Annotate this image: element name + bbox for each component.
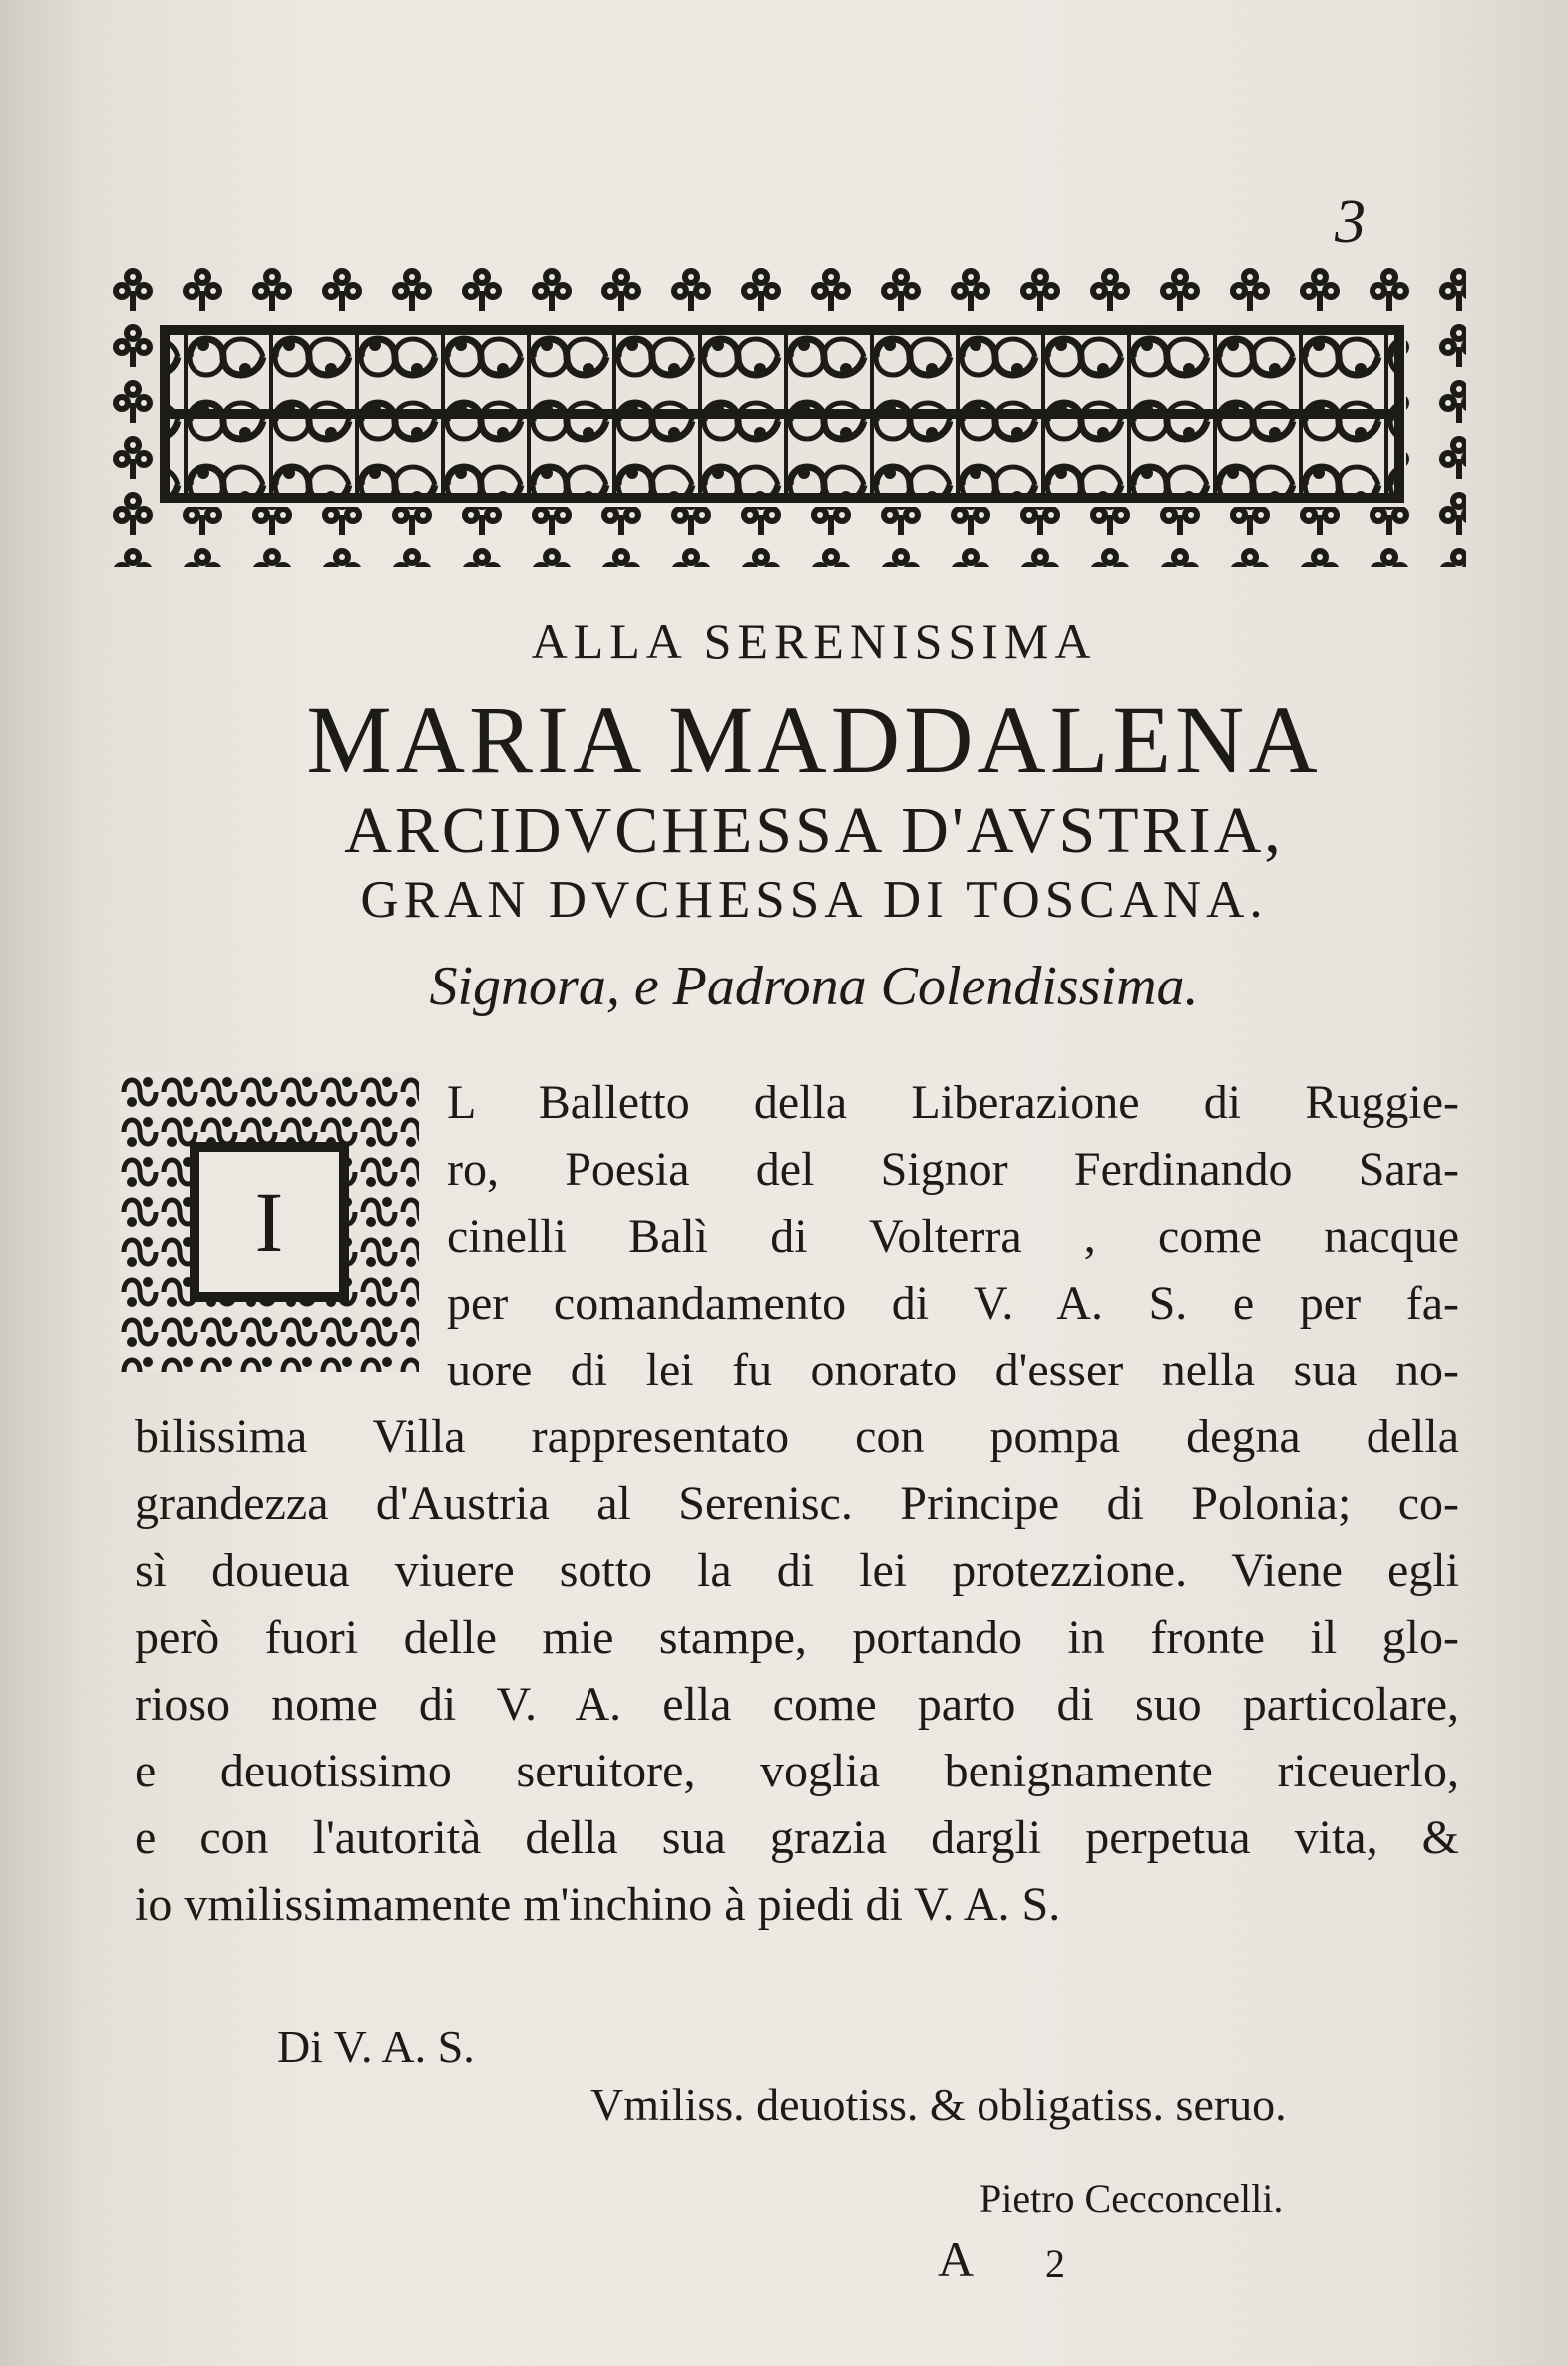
title-line-3: ARCIDVCHESSA D'AVSTRIA,	[344, 794, 1284, 867]
body-line-4: per comandamento di V. A. S. e per fa-	[447, 1277, 1459, 1330]
closing-name: Pietro Cecconcelli.	[980, 2176, 1284, 2221]
body-line-10: rioso nome di V. A. ella come parto di suo particolare,	[135, 1678, 1459, 1731]
page-number: 3	[1335, 189, 1366, 256]
body-line-5: uore di lei fu onorato d'esser nella sua no-	[447, 1344, 1459, 1396]
closing-servant: Vmiliss. deuotiss. & obligatiss. seruo.	[590, 2079, 1287, 2130]
body-line-8: sì doueua viuere sotto la di lei protezzione. Viene egli	[135, 1544, 1459, 1597]
body-line-9: però fuori delle mie stampe, portando in fronte il glo-	[135, 1611, 1459, 1664]
body-line-13: io vmilissimamente m'inchino à piedi di V. A. S.	[135, 1878, 1061, 1931]
signature-mark-letter: A	[938, 2231, 975, 2287]
body-line-3: cinelli Balì di Volterra , come nacque	[447, 1210, 1459, 1263]
initial-letter: I	[254, 1174, 284, 1270]
body-line-2: ro, Poesia del Signor Ferdinando Sara-	[447, 1143, 1459, 1196]
body-line-6: bilissima Villa rappresentato con pompa degna della	[135, 1410, 1459, 1463]
title-line-4: GRAN DVCHESSA DI TOSCANA.	[360, 871, 1268, 929]
title-line-2: MARIA MADDALENA	[306, 686, 1322, 793]
body-line-12: e con l'autorità della sua grazia dargli perpetua vita, &	[135, 1811, 1459, 1864]
body-line-1: L Balletto della Liberazione di Ruggie-	[447, 1076, 1459, 1129]
closing-address: Di V. A. S.	[277, 2021, 475, 2072]
body-line-11: e deuotissimo seruitore, voglia benignamente riceuerlo,	[135, 1745, 1459, 1797]
signature-mark-number: 2	[1045, 2241, 1065, 2286]
ornamental-headpiece	[98, 261, 1466, 567]
salutation: Signora, e Padrona Colendissima.	[429, 956, 1199, 1017]
title-line-1: ALLA SERENISSIMA	[531, 613, 1097, 669]
body-line-7: grandezza d'Austria al Serenisс. Principe di Polonia; co-	[135, 1477, 1459, 1530]
